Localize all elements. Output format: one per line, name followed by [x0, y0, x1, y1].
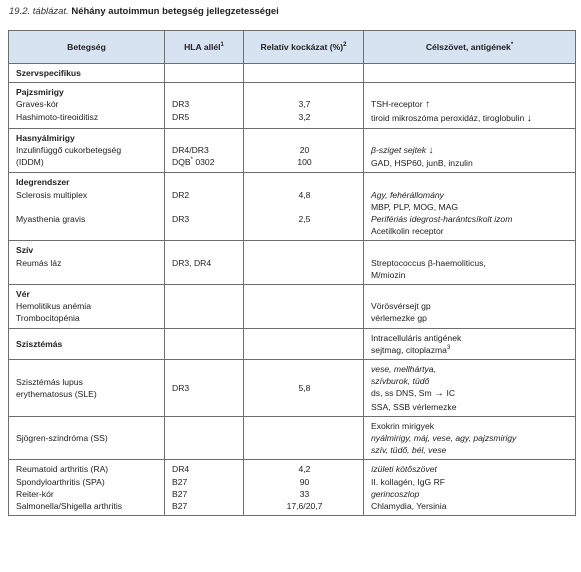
- target-value: sejtmag, citoplazma: [371, 344, 447, 355]
- target-value: nyálmirigy, máj, vese, agy, pajzsmirigy: [371, 433, 517, 444]
- disease-name: Reiter-kór: [16, 488, 54, 499]
- autoimmune-table: [8, 30, 576, 516]
- hla-value: DR4: [172, 464, 190, 475]
- disease-name: Salmonella/Shigella arthritis: [16, 501, 123, 512]
- disease-name: Myasthenia gravis: [16, 214, 86, 225]
- arrow-down-icon: ↓: [526, 112, 532, 124]
- section-organ-specific: [9, 64, 576, 83]
- risk-value: 3,7: [298, 99, 311, 110]
- target-value: vese, mellhártya,: [371, 364, 436, 375]
- risk-value: 3,2: [298, 111, 311, 122]
- risk-value: 17,6/20,7: [286, 501, 323, 512]
- target-value: ds, ss DNS, Sm: [371, 388, 432, 399]
- hla-value: DR3: [172, 99, 190, 110]
- header-hla: HLA allél$^1$: [165, 31, 244, 64]
- target-value: Streptococcus β-haemoliticus,: [371, 257, 486, 268]
- caption-title: Néhány autoimmun betegség jellegzetességei: [71, 6, 279, 17]
- hla-value: B27: [172, 488, 188, 499]
- group-thyroid: [9, 83, 576, 129]
- section-title: Szervspecifikus: [9, 64, 165, 83]
- disease-name: Graves-kór: [16, 99, 59, 110]
- disease-name: Trombocitopénia: [16, 313, 80, 324]
- group-title: Vér: [16, 289, 30, 300]
- header-disease: Betegség: [9, 31, 165, 64]
- target-value: MBP, PLP, MOG, MAG: [371, 201, 459, 212]
- group-systemic: Szisztémás Intracelluláris antigének sejtmag, citoplazma$^3$: [9, 328, 576, 359]
- target-value: vérlemezke gp: [371, 313, 427, 324]
- target-value: II. kollagén, IgG RF: [371, 476, 446, 487]
- arrow-up-icon: ↑: [424, 99, 430, 111]
- row-sjogren: [9, 416, 576, 460]
- header-risk: Relatív kockázat (%)$^2$: [244, 31, 364, 64]
- hla-value: DR2: [172, 189, 190, 200]
- disease-name: Inzulinfüggő cukorbetegség: [16, 145, 122, 156]
- target-value: szív, tüdő, bél, vese: [371, 445, 447, 456]
- group-pancreas: [9, 128, 576, 173]
- hla-value: DR3, DR4: [172, 257, 212, 268]
- disease-name-cont: (IDDM): [16, 157, 44, 168]
- group-blood: [9, 285, 576, 329]
- target-value: Vörösvérsejt gp: [371, 301, 431, 312]
- disease-name: Spondyloarthritis (SPA): [16, 476, 105, 487]
- target-value: Intracelluláris antigének: [371, 332, 462, 343]
- hla-value: B27: [172, 501, 188, 512]
- target-value: Agy, fehérállomány: [371, 189, 444, 200]
- disease-name: Szisztémás lupus: [16, 376, 83, 387]
- hla-value: B27: [172, 476, 188, 487]
- target-value: szívburok, tüdő: [371, 376, 430, 387]
- target-value: GAD, HSP60, junB, inzulin: [371, 158, 473, 169]
- group-title: Idegrendszer: [16, 177, 70, 188]
- row-sle: Szisztémás lupus erythematosus (SLE) DR3 5,8 vese, mellhártya, szívburok, tüdő ds, ss DNS, Sm → IC SSA, SSB vérlemezke: [9, 360, 576, 417]
- disease-name-cont: erythematosus (SLE): [16, 388, 97, 399]
- disease-name: Sclerosis multiplex: [16, 189, 88, 200]
- target-value: Chlamydia, Yersinia: [371, 501, 447, 512]
- target-value: β-sziget sejtek: [371, 145, 427, 156]
- header-row: [9, 31, 576, 64]
- risk-value: 4,2: [298, 464, 311, 475]
- risk-value: 5,8: [244, 360, 364, 417]
- group-title: Szisztémás: [9, 328, 165, 359]
- risk-value: 20: [299, 145, 310, 156]
- group-heart: [9, 241, 576, 285]
- disease-name: Hemolitikus anémia: [16, 301, 91, 312]
- disease-name: Sjögren-szindróma (SS): [9, 416, 165, 460]
- target-value: M/miozin: [371, 269, 406, 280]
- target-value: Exokrin mirigyek: [371, 420, 435, 431]
- hla-value: DR4/DR3: [172, 145, 209, 156]
- disease-name: Reumatoid arthritis (RA): [16, 464, 109, 475]
- hla-value: DR3: [165, 360, 244, 417]
- risk-value: 90: [299, 476, 310, 487]
- target-value: SSA, SSB vérlemezke: [371, 401, 457, 412]
- hla-value: DR5: [172, 111, 190, 122]
- caption-number: 19.2. táblázat.: [9, 6, 69, 17]
- group-title: Hasnyálmirigy: [16, 132, 75, 143]
- arrow-right-icon: →: [434, 388, 445, 400]
- risk-value: 2,5: [298, 214, 311, 225]
- table-caption: [9, 6, 279, 17]
- disease-name: Reumás láz: [16, 257, 62, 268]
- target-value: ízületi kötőszövet: [371, 464, 437, 475]
- group-title: Pajzsmirigy: [16, 87, 64, 98]
- risk-value: 4,8: [298, 189, 311, 200]
- group-nervous: [9, 173, 576, 241]
- risk-value: 100: [297, 157, 312, 168]
- hla-value: DQB* 0302: [172, 157, 215, 168]
- disease-name: Hashimoto-tireoiditisz: [16, 111, 99, 122]
- risk-value: 33: [299, 488, 310, 499]
- header-target: Célszövet, antigének*: [364, 31, 576, 64]
- target-value: Acetilkolin receptor: [371, 226, 444, 237]
- target-value: TSH-receptor: [371, 99, 423, 110]
- arrow-down-icon: ↓: [428, 145, 434, 157]
- target-value: Perifériás idegrost-harántcsíkolt izom: [371, 214, 513, 225]
- hla-value: DR3: [172, 214, 190, 225]
- target-value: tiroid mikroszóma peroxidáz, tiroglobulin: [371, 112, 525, 123]
- target-value: gerincoszlop: [371, 488, 420, 499]
- group-title: Szív: [16, 245, 34, 256]
- group-arthritis: [9, 460, 576, 516]
